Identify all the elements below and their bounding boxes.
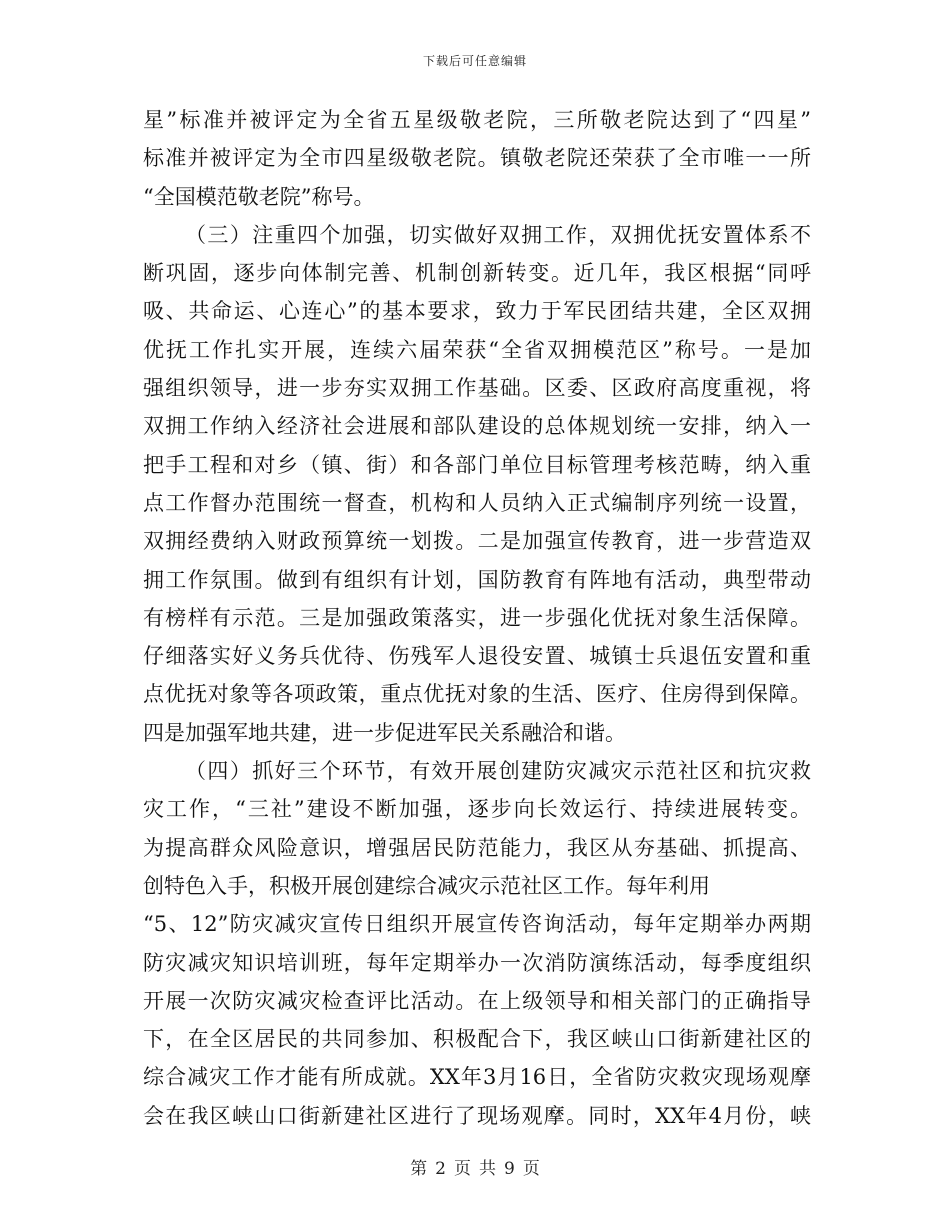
text-line: “5、12”防灾减灾宣传日组织开展宣传咨询活动，每年定期举办两期 xyxy=(143,912,811,937)
text-line: 双拥工作纳入经济社会进展和部队建设的总体规划统一安排，纳入一 xyxy=(143,414,811,439)
page-header-note: 下载后可任意编辑 xyxy=(422,54,527,68)
text-line: 会在我区峡山口街新建社区进行了现场观摩。同时，XX年4月份，峡 xyxy=(143,1103,811,1128)
text-line: 把手工程和对乡（镇、街）和各部门单位目标管理考核范畴，纳入重 xyxy=(143,452,811,477)
text-line: 防灾减灾知识培训班，每年定期举办一次消防演练活动，每季度组织 xyxy=(143,950,811,975)
text-line: 灾工作，“三社”建设不断加强，逐步向长效运行、持续进展转变。 xyxy=(143,797,811,822)
text-line: “全国模范敬老院”称号。 xyxy=(143,184,375,209)
page-footer xyxy=(0,1154,950,1179)
footer-current-page: 2 xyxy=(435,1159,446,1179)
document-body xyxy=(143,101,811,1135)
text-line: （四）抓好三个环节，有效开展创建防灾减灾示范社区和抗灾救 xyxy=(185,759,811,784)
footer-page-word: 页 xyxy=(454,1159,471,1179)
text-line: 仔细落实好义务兵优待、伤残军人退役安置、城镇士兵退伍安置和重 xyxy=(143,644,811,669)
text-line: 有榜样有示范。三是加强政策落实，进一步强化优抚对象生活保障。 xyxy=(143,605,811,630)
text-line: 点工作督办范围统一督查，机构和人员纳入正式编制序列统一设置， xyxy=(143,490,811,515)
text-line: 星”标准并被评定为全省五星级敬老院，三所敬老院达到了“四星” xyxy=(143,108,811,132)
text-line: （三）注重四个加强，切实做好双拥工作，双拥优抚安置体系不 xyxy=(185,222,811,247)
footer-prefix: 第 xyxy=(410,1159,428,1179)
text-line: 吸、共命运、心连心”的基本要求，致力于军民团结共建，全区双拥 xyxy=(143,299,811,324)
text-line: 双拥经费纳入财政预算统一划拨。二是加强宣传教育，进一步营造双 xyxy=(143,529,811,554)
text-line: 强组织领导，进一步夯实双拥工作基础。区委、区政府高度重视，将 xyxy=(143,376,811,401)
text-line: 点优抚对象等各项政策，重点优抚对象的生活、医疗、住房得到保障。 xyxy=(143,682,811,707)
text-line: 为提高群众风险意识，增强居民防范能力，我区从夯基础、抓提高、 xyxy=(143,835,811,860)
text-line: 拥工作氛围。做到有组织有计划，国防教育有阵地有活动，典型带动 xyxy=(143,567,811,592)
text-line: 综合减灾工作才能有所成就。XX年3月16日，全省防灾救灾现场观摩 xyxy=(143,1065,811,1090)
text-line: 下，在全区居民的共同参加、积极配合下，我区峡山口街新建社区的 xyxy=(143,1027,811,1052)
text-line: 标准并被评定为全市四星级敬老院。镇敬老院还荣获了全市唯一一所 xyxy=(143,146,811,171)
text-line: 断巩固，逐步向体制完善、机制创新转变。近几年，我区根据“同呼 xyxy=(143,261,811,286)
text-line: 开展一次防灾减灾检查评比活动。在上级领导和相关部门的正确指导 xyxy=(143,988,811,1013)
footer-total-pages: 9 xyxy=(504,1159,515,1179)
footer-suffix: 页 xyxy=(522,1159,540,1179)
text-line: 创特色入手，积极开展创建综合减灾示范社区工作。每年利用 xyxy=(143,873,710,898)
text-line: 四是加强军地共建，进一步促进军民关系融洽和谐。 xyxy=(143,720,626,745)
footer-total-word: 共 xyxy=(479,1159,496,1179)
text-line: 优抚工作扎实开展，连续六届荣获“全省双拥模范区”称号。一是加 xyxy=(143,337,811,362)
